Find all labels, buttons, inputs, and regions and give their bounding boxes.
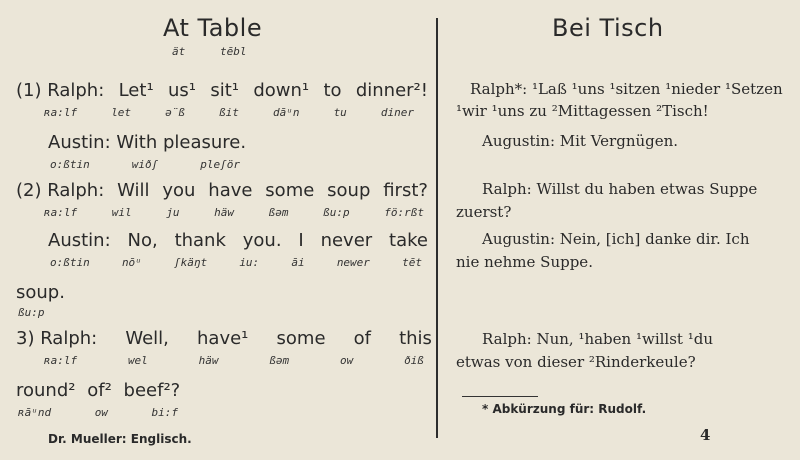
footnote-rule [462, 396, 538, 397]
line-7-english [16, 380, 180, 401]
word: down¹ [253, 80, 310, 101]
pron: iu: [239, 256, 260, 269]
right-para-1-line-2: ¹wir ¹uns zu ²Mittagessen ²Tisch! [456, 102, 709, 120]
word: Will [117, 180, 150, 201]
footnote: * Abkürzung für: Rudolf. [482, 402, 647, 416]
right-para-4-line-1: Augustin: Nein, [ich] danke dir. Ich [482, 230, 750, 248]
pron: ʃkäŋt [174, 256, 208, 269]
pron: fö:rßt [384, 206, 424, 219]
word: sit¹ [210, 80, 239, 101]
title-pron-1: ät [172, 45, 186, 58]
page-number: 4 [700, 426, 711, 444]
pron: ʀa:lf [44, 206, 78, 219]
word: some [276, 328, 326, 349]
right-para-3-line-2: zuerst? [456, 203, 512, 221]
pron: wil [111, 206, 132, 219]
pron: ow [340, 354, 354, 367]
column-divider [436, 18, 438, 438]
word: of [353, 328, 371, 349]
line-3-english [16, 180, 428, 201]
word: With [116, 132, 158, 153]
word: (2) Ralph: [16, 180, 105, 201]
line-5-english: soup. [16, 282, 65, 303]
pron: ßəm [269, 354, 290, 367]
line-2-pronunciation [50, 158, 240, 171]
pron: pleʃör [200, 158, 240, 171]
line-7-pronunciation [18, 406, 178, 419]
pron: o:ßtin [50, 256, 90, 269]
word: us¹ [167, 80, 196, 101]
word: you [162, 180, 196, 201]
pron: nōᵘ [121, 256, 142, 269]
pron: ʀāᵘnd [18, 406, 52, 419]
left-title: At Table [163, 14, 263, 42]
word: No, [127, 230, 158, 251]
pron: let [111, 106, 132, 119]
word: take [389, 230, 428, 251]
word: have [208, 180, 253, 201]
word: you. [242, 230, 282, 251]
pron: ßəm [268, 206, 289, 219]
word: soup [327, 180, 371, 201]
word: Austin: [48, 132, 111, 153]
line-6-english [16, 328, 432, 349]
word: first? [383, 180, 428, 201]
line-2-english [48, 132, 246, 153]
line-1-english [16, 80, 428, 101]
pron: āi [291, 256, 305, 269]
pron: ʀa:lf [44, 354, 78, 367]
pron: ə̈ß [165, 106, 185, 119]
pron: tēt [402, 256, 422, 269]
right-para-5-line-1: Ralph: Nun, ¹haben ¹willst ¹du [482, 330, 713, 348]
pron: dāᵘn [273, 106, 300, 119]
pron: bi:f [151, 406, 178, 419]
pron: diner [380, 106, 414, 119]
word: have¹ [197, 328, 249, 349]
title-pron-2: tēbl [220, 45, 247, 58]
word: some [265, 180, 315, 201]
word: this [399, 328, 432, 349]
word: I [298, 230, 304, 251]
pron: ju [166, 206, 180, 219]
word: of² [87, 380, 112, 401]
line-1-pronunciation [44, 106, 414, 119]
right-para-5-line-2: etwas von dieser ²Rinderkeule? [456, 353, 696, 371]
word: (1) Ralph: [16, 80, 105, 101]
word: never [320, 230, 373, 251]
word: round² [16, 380, 76, 401]
word: Let¹ [118, 80, 154, 101]
right-para-2: Augustin: Mit Vergnügen. [482, 132, 679, 150]
pron: ʀa:lf [44, 106, 78, 119]
pron: wel [127, 354, 148, 367]
line-3-pronunciation [44, 206, 424, 219]
line-5-pronunciation: ßu:p [18, 306, 45, 319]
right-para-4-line-2: nie nehme Suppe. [456, 253, 593, 271]
line-4-pronunciation [50, 256, 422, 269]
line-4-english [48, 230, 428, 251]
pron: ßu:p [323, 206, 350, 219]
word: pleasure. [162, 132, 247, 153]
right-title: Bei Tisch [552, 14, 664, 42]
pron: ow [94, 406, 108, 419]
pron: häw [214, 206, 234, 219]
pron: o:ßtin [50, 158, 90, 171]
right-para-3-line-1: Ralph: Willst du haben etwas Suppe [482, 180, 758, 198]
page-footer: Dr. Mueller: Englisch. [48, 432, 192, 446]
pron: newer [336, 256, 370, 269]
line-6-pronunciation [44, 354, 424, 367]
word: dinner²! [355, 80, 428, 101]
word: 3) Ralph: [16, 328, 98, 349]
word: thank [174, 230, 226, 251]
pron: häw [198, 354, 219, 367]
word: to [323, 80, 342, 101]
pron: tu [333, 106, 347, 119]
right-para-1-line-1: Ralph*: ¹Laß ¹uns ¹sitzen ¹nieder ¹Setzen [470, 80, 783, 98]
pron: wiðʃ [131, 158, 159, 171]
word: Well, [125, 328, 169, 349]
word: Austin: [48, 230, 111, 251]
word: beef²? [123, 380, 181, 401]
pron: ðiß [404, 354, 424, 367]
pron: ßit [219, 106, 239, 119]
